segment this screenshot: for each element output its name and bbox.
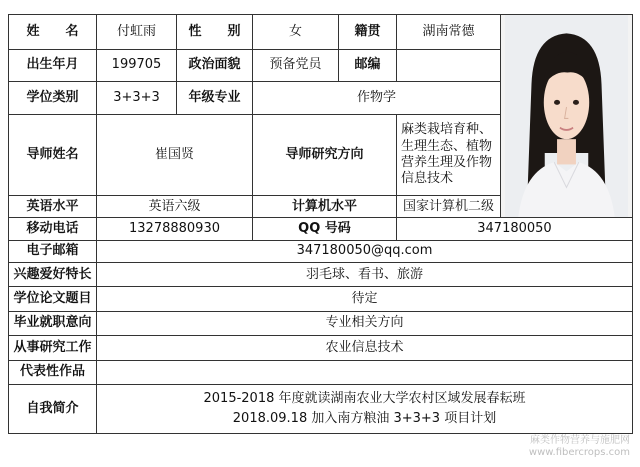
grade-value: 作物学 bbox=[253, 82, 501, 115]
gender-value: 女 bbox=[253, 15, 339, 50]
qq-label: QQ 号码 bbox=[253, 218, 397, 240]
qq-value: 347180050 bbox=[397, 218, 633, 240]
watermark-line-1: 麻类作物营养与施肥网 bbox=[530, 435, 630, 446]
supervisor-name-label: 导师姓名 bbox=[9, 114, 97, 195]
postcode-value bbox=[397, 49, 501, 82]
career-value: 专业相关方向 bbox=[97, 311, 633, 335]
portrait-photo bbox=[505, 15, 628, 217]
phone-label: 移动电话 bbox=[9, 218, 97, 240]
english-value: 英语六级 bbox=[97, 195, 253, 217]
works-label: 代表性作品 bbox=[9, 360, 97, 384]
political-label: 政治面貌 bbox=[177, 49, 253, 82]
supervisor-field-label: 导师研究方向 bbox=[253, 114, 397, 195]
intro-line-1: 2015-2018 年度就读湖南农业大学农村区域发展春耘班 bbox=[203, 390, 526, 406]
intro-line-2: 2018.09.18 加入南方粮油 3+3+3 项目计划 bbox=[232, 411, 497, 427]
hobby-label: 兴趣爱好特长 bbox=[9, 263, 97, 287]
degree-value: 3+3+3 bbox=[97, 82, 177, 115]
intro-label: 自我简介 bbox=[9, 385, 97, 434]
degree-label: 学位类别 bbox=[9, 82, 97, 115]
watermark bbox=[529, 435, 630, 459]
intro-value bbox=[97, 385, 633, 434]
portrait-illustration bbox=[505, 15, 628, 217]
watermark-line-2: www.fibercrops.com bbox=[528, 447, 630, 458]
birth-value: 199705 bbox=[97, 49, 177, 82]
postcode-label: 邮编 bbox=[339, 49, 397, 82]
career-label: 毕业就职意向 bbox=[9, 311, 97, 335]
supervisor-name-value: 崔国贤 bbox=[97, 114, 253, 195]
grade-label: 年级专业 bbox=[177, 82, 253, 115]
research-label: 从事研究工作 bbox=[9, 336, 97, 360]
origin-label: 籍贯 bbox=[339, 15, 397, 50]
political-value: 预备党员 bbox=[253, 49, 339, 82]
gender-label: 性 别 bbox=[177, 15, 253, 50]
photo-cell bbox=[501, 15, 633, 218]
origin-value: 湖南常德 bbox=[397, 15, 501, 50]
birth-label: 出生年月 bbox=[9, 49, 97, 82]
phone-value: 13278880930 bbox=[97, 218, 253, 240]
research-value: 农业信息技术 bbox=[97, 336, 633, 360]
resume-table bbox=[8, 14, 633, 434]
english-label: 英语水平 bbox=[9, 195, 97, 217]
thesis-value: 待定 bbox=[97, 287, 633, 311]
email-label: 电子邮箱 bbox=[9, 240, 97, 262]
thesis-label: 学位论文题目 bbox=[9, 287, 97, 311]
email-value: 347180050@qq.com bbox=[97, 240, 633, 262]
computer-value: 国家计算机二级 bbox=[397, 195, 501, 217]
works-value bbox=[97, 360, 633, 384]
supervisor-field-value: 麻类栽培育种、生理生态、植物营养生理及作物信息技术 bbox=[397, 114, 501, 195]
hobby-value: 羽毛球、看书、旅游 bbox=[97, 263, 633, 287]
name-value: 付虹雨 bbox=[97, 15, 177, 50]
name-label: 姓 名 bbox=[9, 15, 97, 50]
computer-label: 计算机水平 bbox=[253, 195, 397, 217]
